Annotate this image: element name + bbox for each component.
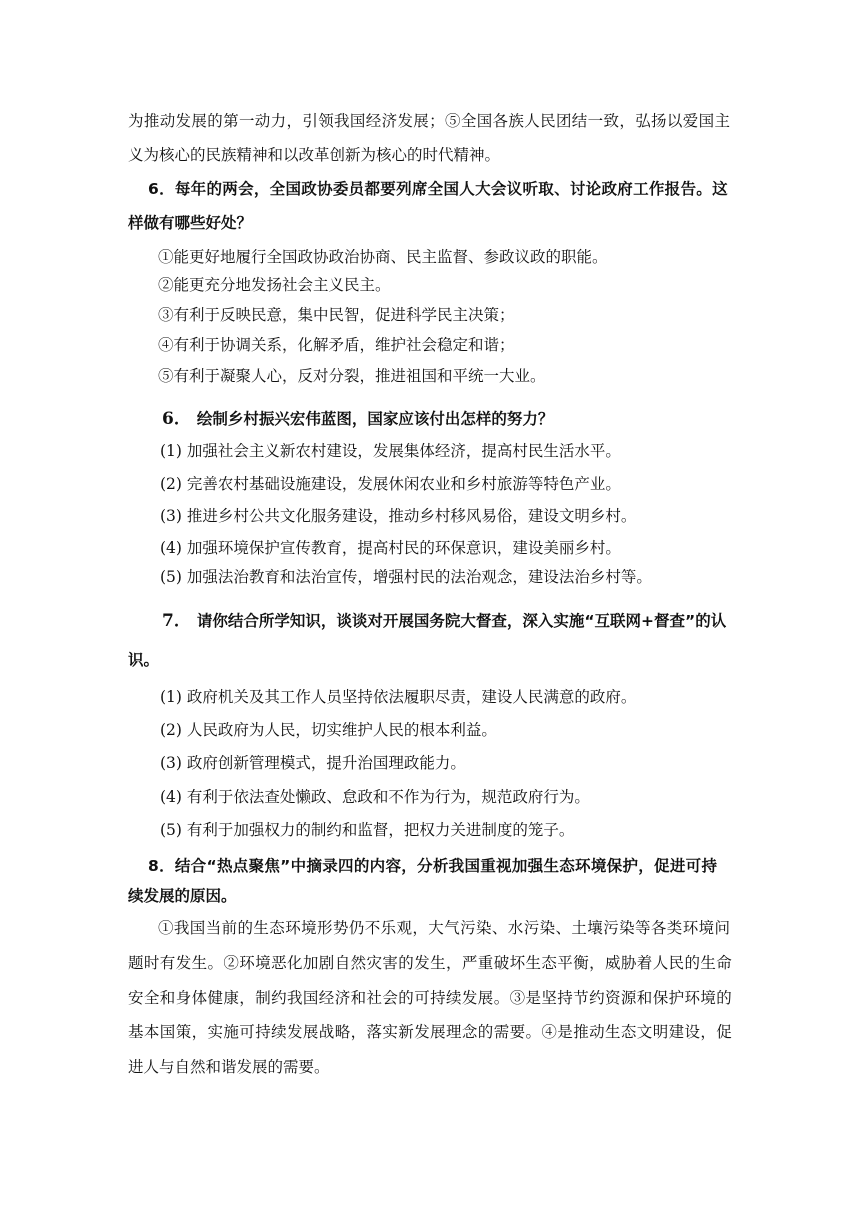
q8-answer-line-4: 基本国策，实施可持续发展战略，落实新发展理念的需要。④是推动生态文明建设，促 (128, 1023, 733, 1041)
q8-answer-line-2: 题时有发生。②环境恶化加剧自然灾害的发生，严重破坏生态平衡，威胁着人民的生命 (128, 954, 733, 972)
q6b-answer-1: (1) 加强社会主义新农村建设，发展集体经济，提高村民生活水平。 (160, 442, 621, 460)
question-7-title-line-1 (162, 611, 726, 631)
q7-answer-5: (5) 有利于加强权力的制约和监督，把权力关进制度的笼子。 (160, 821, 575, 839)
q6b-answer-4: (4) 加强环境保护宣传教育，提高村民的环保意识，建设美丽乡村。 (160, 539, 621, 557)
question-6b-number: 6． (162, 409, 191, 429)
q6a-answer-3: ③有利于反映民意，集中民智，促进科学民主决策； (158, 306, 515, 324)
q6a-answer-5: ⑤有利于凝聚人心，反对分裂，推进祖国和平统一大业。 (158, 367, 546, 385)
q8-answer-line-1: ①我国当前的生态环境形势仍不乐观，大气污染、水污染、土壤污染等各类环境问 (158, 919, 731, 937)
q7-answer-3: (3) 政府创新管理模式，提升治国理政能力。 (160, 754, 466, 772)
q6b-answer-2: (2) 完善农村基础设施建设，发展休闲农业和乡村旅游等特色产业。 (160, 475, 621, 493)
question-6a-title-line-1: 6．每年的两会，全国政协委员都要列席全国人大会议听取、讨论政府工作报告。这 (148, 180, 728, 198)
q8-answer-line-5: 进人与自然和谐发展的需要。 (128, 1058, 330, 1076)
intro-line-2: 义为核心的民族精神和以改革创新为核心的时代精神。 (128, 146, 501, 164)
question-8-title-line-1: 8．结合“热点聚焦”中摘录四的内容，分析我国重视加强生态环境保护，促进可持 (148, 857, 718, 875)
q6b-answer-3: (3) 推进乡村公共文化服务建设，推动乡村移风易俗，建设文明乡村。 (160, 507, 637, 525)
question-7-title-line-2: 识。 (128, 651, 160, 669)
q7-answer-4: (4) 有利于依法查处懒政、怠政和不作为行为，规范政府行为。 (160, 788, 590, 806)
q7-answer-2: (2) 人民政府为人民，切实维护人民的根本利益。 (160, 721, 497, 739)
question-7-number: 7． (162, 611, 191, 631)
question-6b-text: 绘制乡村振兴宏伟蓝图，国家应该付出怎样的努力？ (196, 410, 554, 428)
q6a-answer-4: ④有利于协调关系，化解矛盾，维护社会稳定和谐； (158, 336, 515, 354)
q7-answer-1: (1) 政府机关及其工作人员坚持依法履职尽责，建设人民满意的政府。 (160, 688, 637, 706)
q8-answer-line-3: 安全和身体健康，制约我国经济和社会的可持续发展。③是坚持节约资源和保护环境的 (128, 989, 733, 1007)
intro-line-1: 为推动发展的第一动力，引领我国经济发展；⑤全国各族人民团结一致，弘扬以爱国主 (128, 112, 731, 130)
q6b-answer-5: (5) 加强法治教育和法治宣传，增强村民的法治观念，建设法治乡村等。 (160, 568, 652, 586)
q6a-answer-1: ①能更好地履行全国政协政治协商、民主监督、参政议政的职能。 (158, 248, 608, 266)
question-8-title-line-2: 续发展的原因。 (128, 887, 237, 905)
q6a-answer-2: ②能更充分地发扬社会主义民主。 (158, 276, 391, 294)
question-6a-title-line-2: 样做有哪些好处？ (128, 214, 253, 232)
question-7-text: 请你结合所学知识，谈谈对开展国务院大督查，深入实施“互联网+督查”的认 (196, 612, 727, 630)
question-6b-title (162, 409, 553, 429)
